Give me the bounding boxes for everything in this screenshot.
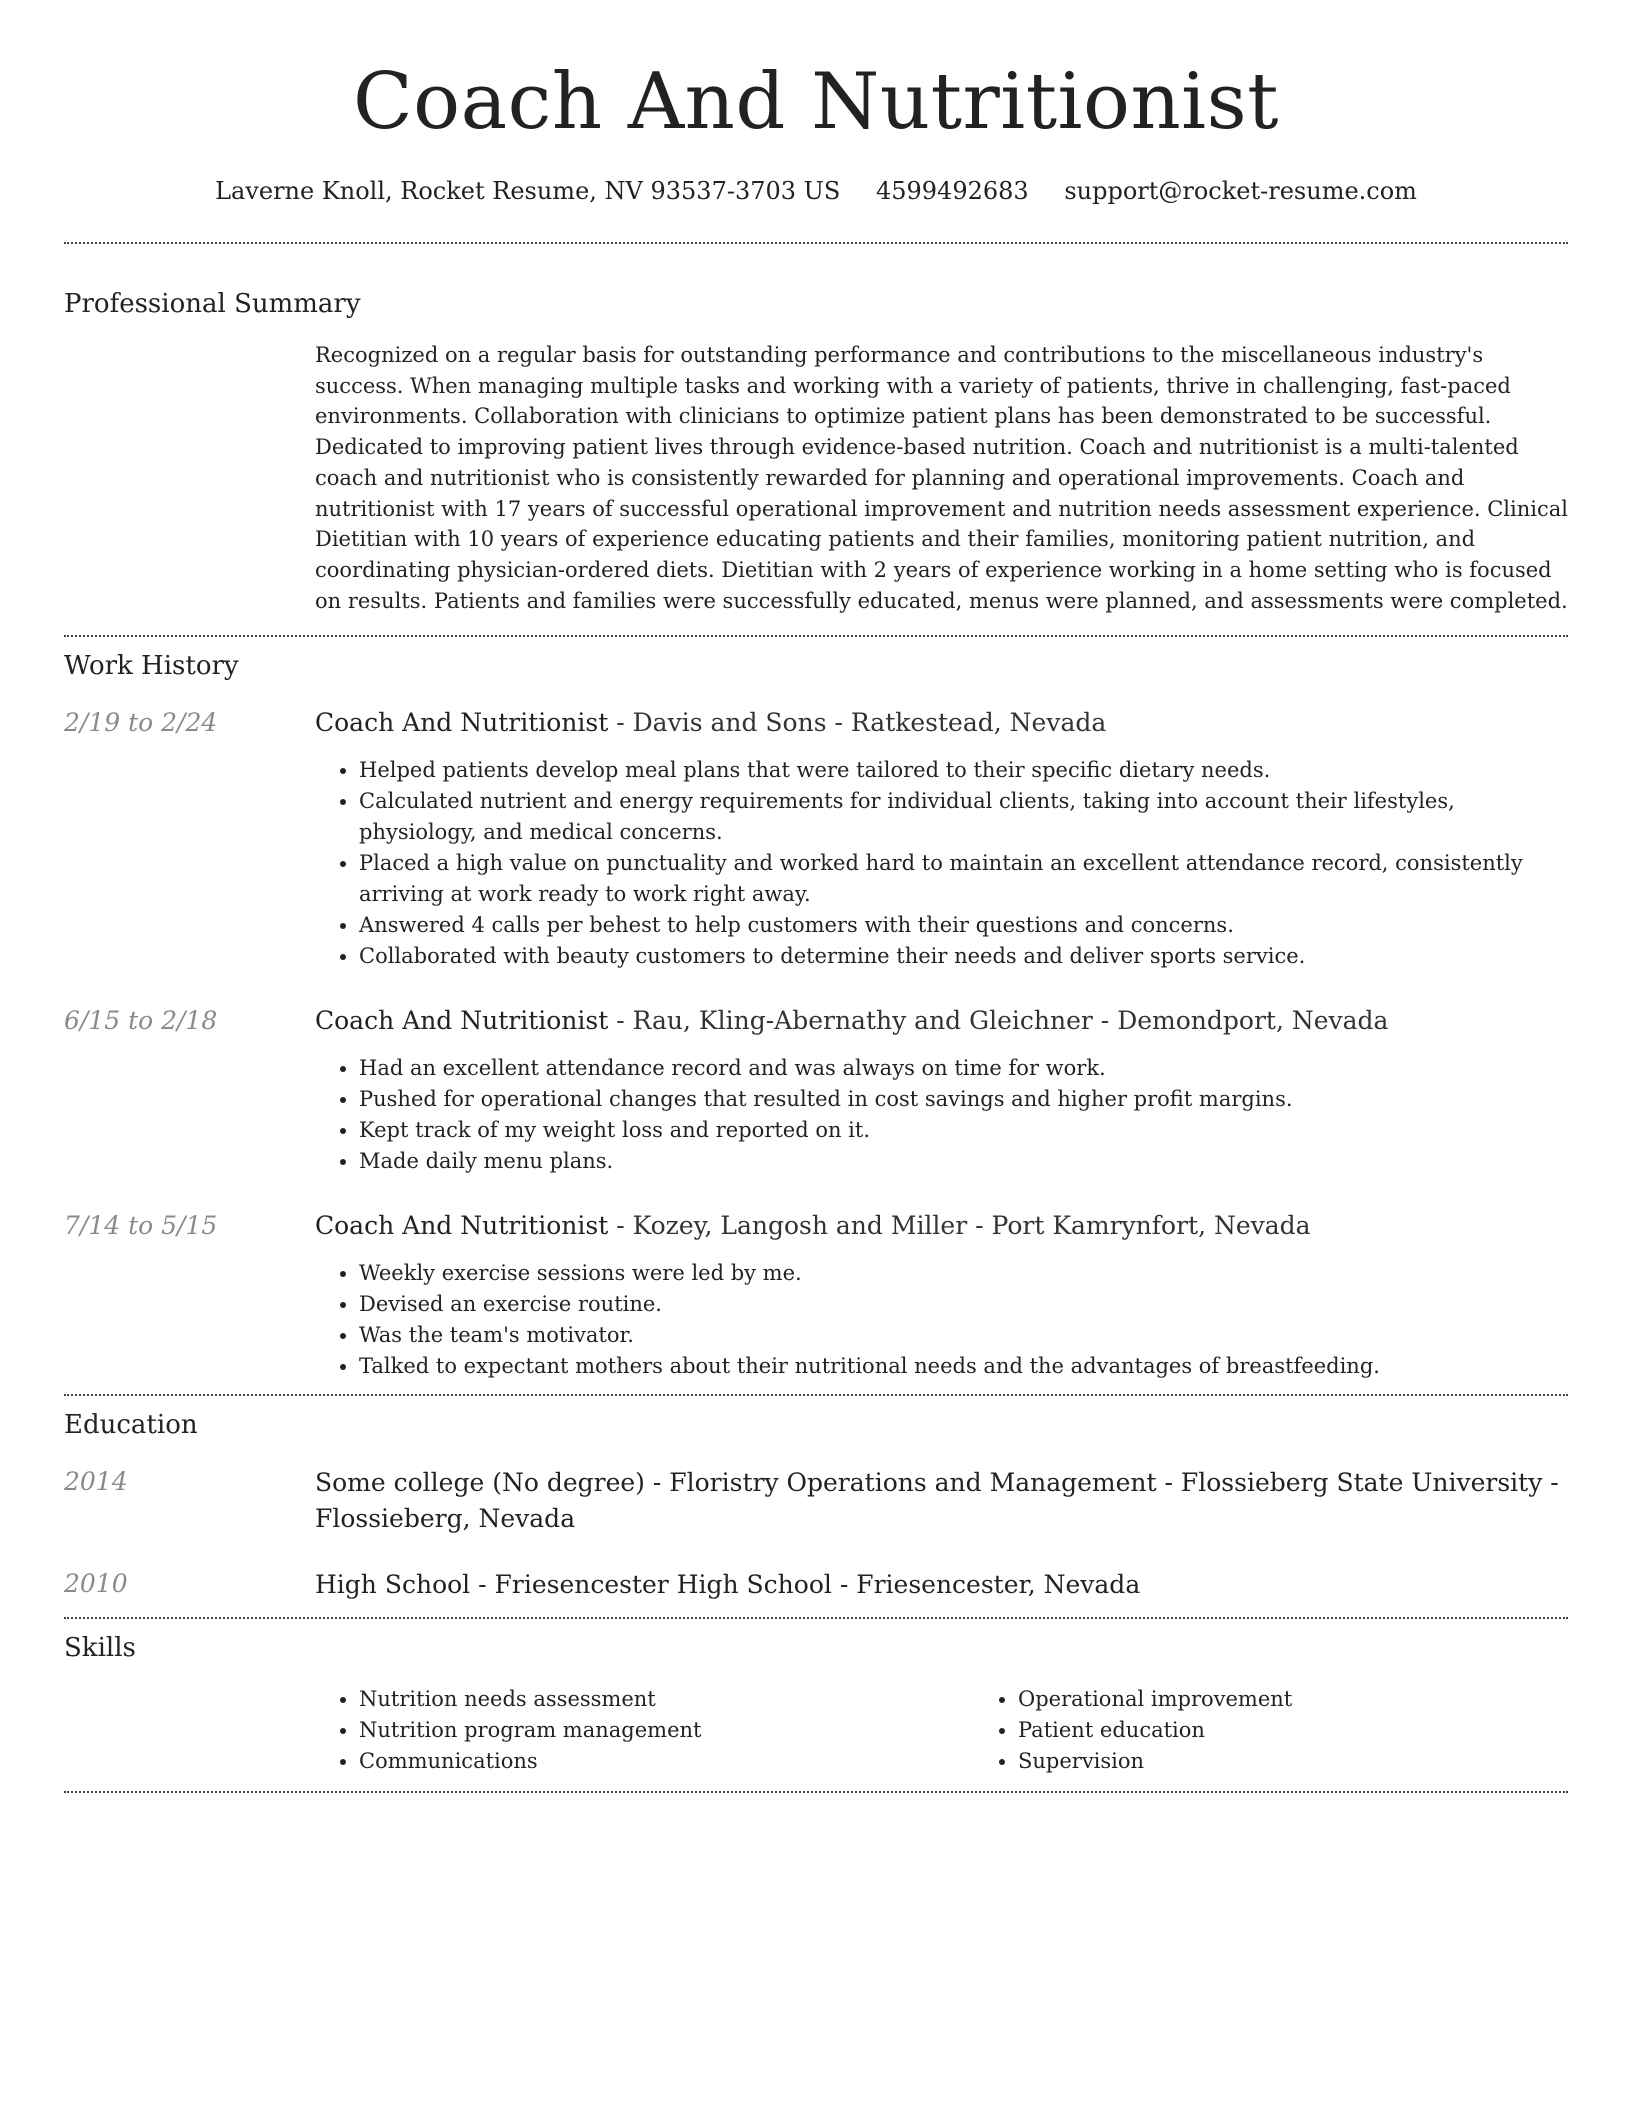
education-entry <box>64 1567 1568 1603</box>
education-field: Floristry Operations and Management <box>669 1468 1157 1498</box>
job-heading <box>315 1209 1568 1243</box>
job-bullets <box>315 755 1568 972</box>
job-role: Coach And Nutritionist <box>315 1211 609 1241</box>
education-separator: - <box>1156 1468 1181 1498</box>
job-bullet: • Was the team's motivator. <box>359 1320 1568 1351</box>
education-separator: - <box>644 1468 670 1498</box>
job-separator: - <box>608 1006 633 1036</box>
contact-email: support@rocket-resume.com <box>1064 177 1417 205</box>
education-heading <box>315 1567 1568 1603</box>
skills-section <box>64 1619 1568 1791</box>
job-heading <box>315 706 1568 740</box>
contact-line <box>64 174 1568 208</box>
job-role: Coach And Nutritionist <box>315 1006 609 1036</box>
job-role: Coach And Nutritionist <box>315 708 609 738</box>
skills-divider <box>64 1791 1568 1793</box>
job-bullet: • Weekly exercise sessions were led by me. <box>359 1258 1568 1289</box>
job-location: Ratkestead, Nevada <box>850 708 1107 738</box>
job-bullets <box>315 1053 1568 1177</box>
job-entry <box>64 1209 1568 1382</box>
education-location: Flossieberg, Nevada <box>315 1504 576 1534</box>
education-separator: - <box>1542 1468 1559 1498</box>
skills-left-spacer <box>64 1684 315 1777</box>
job-company: Davis and Sons <box>632 708 827 738</box>
summary-left-spacer <box>64 340 315 616</box>
job-dates: 2/19 to 2/24 <box>64 708 218 738</box>
education-school: Friesencester High School <box>494 1570 832 1600</box>
skill-item: • Nutrition program management <box>359 1715 974 1746</box>
job-separator: - <box>967 1211 992 1241</box>
job-bullet: • Answered 4 calls per behest to help customers with their questions and concerns. <box>359 910 1568 941</box>
job-bullet: • Collaborated with beauty customers to determine their needs and deliver sports service. <box>359 941 1568 972</box>
job-separator: - <box>1092 1006 1118 1036</box>
education-year: 2010 <box>64 1569 128 1599</box>
summary-section <box>64 244 1568 635</box>
job-bullet: • Made daily menu plans. <box>359 1146 1568 1177</box>
skill-item: • Supervision <box>1018 1746 1632 1777</box>
education-title: Education <box>64 1410 198 1441</box>
work-history-section <box>64 637 1568 1394</box>
job-location: Demondport, Nevada <box>1117 1006 1389 1036</box>
job-bullet: • Calculated nutrient and energy requirements for individual clients, taking into account their lifestyles, physiology, and medical concerns. <box>359 786 1568 848</box>
job-bullet: • Talked to expectant mothers about their nutritional needs and the advantages of breastfeeding. <box>359 1351 1568 1382</box>
contact-phone: 4599492683 <box>875 177 1029 205</box>
job-bullet: • Kept track of my weight loss and reported on it. <box>359 1115 1568 1146</box>
job-bullet: • Placed a high value on punctuality and worked hard to maintain an excellent attendance record, consistently arriving at work ready to work right away. <box>359 848 1568 910</box>
skill-item: • Nutrition needs assessment <box>359 1684 974 1715</box>
job-entry <box>64 1004 1568 1177</box>
skills-column-right <box>974 1684 1632 1777</box>
job-dates: 6/15 to 2/18 <box>64 1006 218 1036</box>
job-company: Kozey, Langosh and Miller <box>632 1211 968 1241</box>
skills-column-left <box>315 1684 974 1777</box>
job-bullet: • Pushed for operational changes that resulted in cost savings and higher profit margins. <box>359 1084 1568 1115</box>
job-heading <box>315 1004 1568 1038</box>
summary-text: Recognized on a regular basis for outstanding performance and contributions to the miscellaneous industry's success. When managing multiple tasks and working with a variety of patients, thrive in challenging, fast-paced environments. Collaboration with clinicians to optimize patient plans has been demonstrated to be successful. Dedicated to improving patient lives through evidence-based nutrition. Coach and nutritionist is a multi-talented coach and nutritionist who is consistently rewarded for planning and operational improvements. Coach and nutritionist with 17 years of successful operational improvement and nutrition needs assessment experience. Clinical Dietitian with 10 years of experience educating patients and their families, monitoring patient nutrition, and coordinating physician-ordered diets. Dietitian with 2 years of experience working in a home setting who is focused on results. Patients and families were successfully educated, menus were planned, and assessments were completed. <box>315 343 1568 613</box>
skill-item: • Operational improvement <box>1018 1684 1632 1715</box>
job-bullet: • Devised an exercise routine. <box>359 1289 1568 1320</box>
education-location: Friesencester, Nevada <box>856 1570 1141 1600</box>
job-separator: - <box>826 708 851 738</box>
job-bullets <box>315 1258 1568 1382</box>
contact-address: Laverne Knoll, Rocket Resume, NV 93537-3703 US <box>215 177 841 205</box>
job-separator: - <box>608 708 633 738</box>
job-company: Rau, Kling-Abernathy and Gleichner <box>632 1006 1093 1036</box>
education-entry <box>64 1465 1568 1537</box>
skill-item: • Communications <box>359 1746 974 1777</box>
job-bullet: • Had an excellent attendance record and was always on time for work. <box>359 1053 1568 1084</box>
summary-title: Professional Summary <box>64 289 361 319</box>
education-degree: High School <box>315 1570 471 1600</box>
education-degree: Some college (No degree) <box>315 1468 645 1498</box>
job-entry <box>64 706 1568 972</box>
education-year: 2014 <box>64 1467 128 1497</box>
work-history-title: Work History <box>64 651 239 682</box>
job-bullet: • Helped patients develop meal plans that were tailored to their specific dietary needs. <box>359 755 1568 786</box>
skills-title: Skills <box>64 1633 136 1664</box>
education-separator: - <box>470 1570 495 1600</box>
job-separator: - <box>608 1211 633 1241</box>
job-dates: 7/14 to 5/15 <box>64 1211 218 1241</box>
candidate-name: Coach And Nutritionist <box>352 57 1279 147</box>
education-section <box>64 1396 1568 1617</box>
skill-item: • Patient education <box>1018 1715 1632 1746</box>
job-location: Port Kamrynfort, Nevada <box>991 1211 1311 1241</box>
skills-grid <box>315 1684 1568 1777</box>
education-school: Flossieberg State University <box>1180 1468 1543 1498</box>
education-separator: - <box>831 1570 857 1600</box>
education-heading <box>315 1465 1568 1537</box>
